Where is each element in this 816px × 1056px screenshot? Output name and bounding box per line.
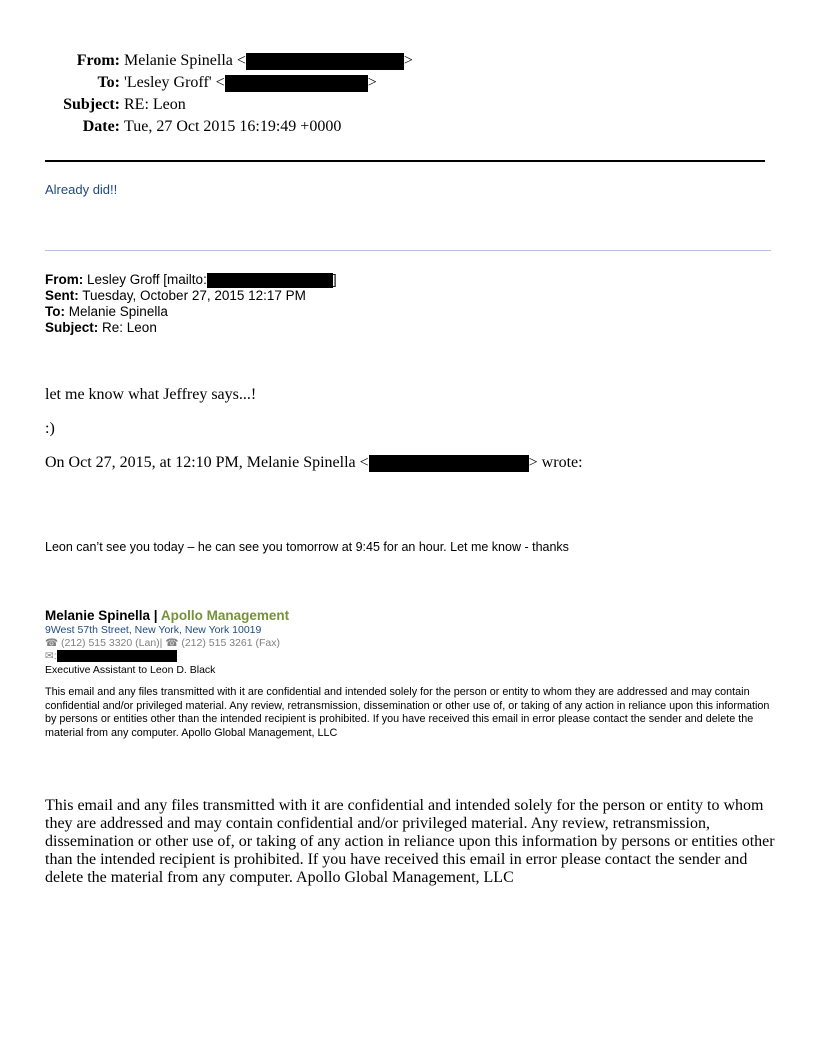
header-date-label: Date: <box>82 118 120 135</box>
signature-phones <box>45 637 775 649</box>
signature-company: Apollo Management <box>160 608 290 623</box>
redacted-email <box>369 455 529 472</box>
signature-mail-line <box>45 650 775 662</box>
quoted-from-value: Lesley Groff [mailto: <box>87 272 207 287</box>
signature-separator: | <box>150 608 161 623</box>
wrote-line <box>45 454 583 472</box>
mail-icon: ✉: <box>45 650 57 662</box>
message-line-1: let me know what Jeffrey says...! <box>45 386 257 403</box>
redacted-email <box>246 53 404 70</box>
quoted-to-value: Melanie Spinella <box>68 304 168 319</box>
header-divider <box>45 160 765 162</box>
redacted-email <box>207 273 333 288</box>
header-to-row <box>0 74 816 96</box>
quoted-sent-label: Sent: <box>45 288 79 303</box>
header-to-value <box>124 74 377 92</box>
signature-title: Executive Assistant to Leon D. Black <box>45 664 216 676</box>
quote-divider <box>45 250 771 251</box>
header-date-row <box>0 118 816 140</box>
quoted-subject-label: Subject: <box>45 320 99 335</box>
quoted-from-row <box>45 272 337 288</box>
redacted-email <box>225 75 368 92</box>
quoted-from-label: From: <box>45 272 84 287</box>
signature-name: Melanie Spinella <box>45 608 151 623</box>
header-to-text: 'Lesley Groff' < <box>124 74 225 91</box>
header-subject-value: RE: Leon <box>124 96 186 113</box>
wrote-prefix: On Oct 27, 2015, at 12:10 PM, Melanie Spinella < <box>45 454 369 471</box>
signature-block <box>45 608 775 740</box>
email-header <box>0 52 816 140</box>
reply-text: Already did!! <box>45 182 118 197</box>
header-subject-label: Subject: <box>63 96 120 113</box>
redacted-email <box>57 650 177 662</box>
quoted-to-label: To: <box>45 304 65 319</box>
quoted-subject-value: Re: Leon <box>102 320 157 335</box>
signature-disclaimer: This email and any files transmitted with it are confidential and intended solely for the person or entity to whom they are addressed and may contain confidential and/or privileged material. Any review, retransmission, dissemination or other use of, or taking of any action in reliance upon this information by persons or entities other than the intended recipient is prohibited. If you have received this email in error please contact the sender and delete the material from any computer. Apollo Global Management, LLC <box>45 686 770 739</box>
quoted-from-close: ] <box>332 272 337 287</box>
header-from-text: Melanie Spinella < <box>124 52 246 69</box>
leon-message: Leon can’t see you today – he can see you tomorrow at 9:45 for an hour. Let me know - thanks <box>45 540 569 554</box>
header-subject-row <box>0 96 816 118</box>
wrote-suffix: > wrote: <box>528 454 583 471</box>
message-line-2: :) <box>45 420 55 437</box>
header-to-close: > <box>367 74 377 91</box>
header-from-close: > <box>403 52 413 69</box>
quoted-subject-row <box>45 320 337 336</box>
header-to-label: To: <box>97 74 120 91</box>
signature-address: 9West 57th Street, New York, New York 10019 <box>45 624 262 636</box>
header-from-label: From: <box>76 52 120 69</box>
header-date-value: Tue, 27 Oct 2015 16:19:49 +0000 <box>124 118 342 135</box>
quoted-header <box>45 272 337 336</box>
fax-phone-icon: ☎ <box>165 637 179 649</box>
signature-phone-fax: (212) 515 3261 (Fax) <box>181 637 280 649</box>
quoted-sent-row <box>45 288 337 304</box>
header-from-row <box>0 52 816 74</box>
signature-name-line <box>45 608 775 623</box>
footer-disclaimer: This email and any files transmitted with it are confidential and intended solely for the person or entity to whom they are addressed and may contain confidential and/or privileged material. Any review, retransmission, dissemination or other use of, or taking of any action in reliance upon this information by persons or entities other than the intended recipient is prohibited. If you have received this email in error please contact the sender and delete the material from any computer. Apollo Global Management, LLC <box>45 797 775 886</box>
quoted-to-row <box>45 304 337 320</box>
phone-icon: ☎ <box>45 637 59 649</box>
header-from-value <box>124 52 413 70</box>
quoted-sent-value: Tuesday, October 27, 2015 12:17 PM <box>82 288 306 303</box>
signature-phone-lan: (212) 515 3320 (Lan)| <box>61 637 163 649</box>
